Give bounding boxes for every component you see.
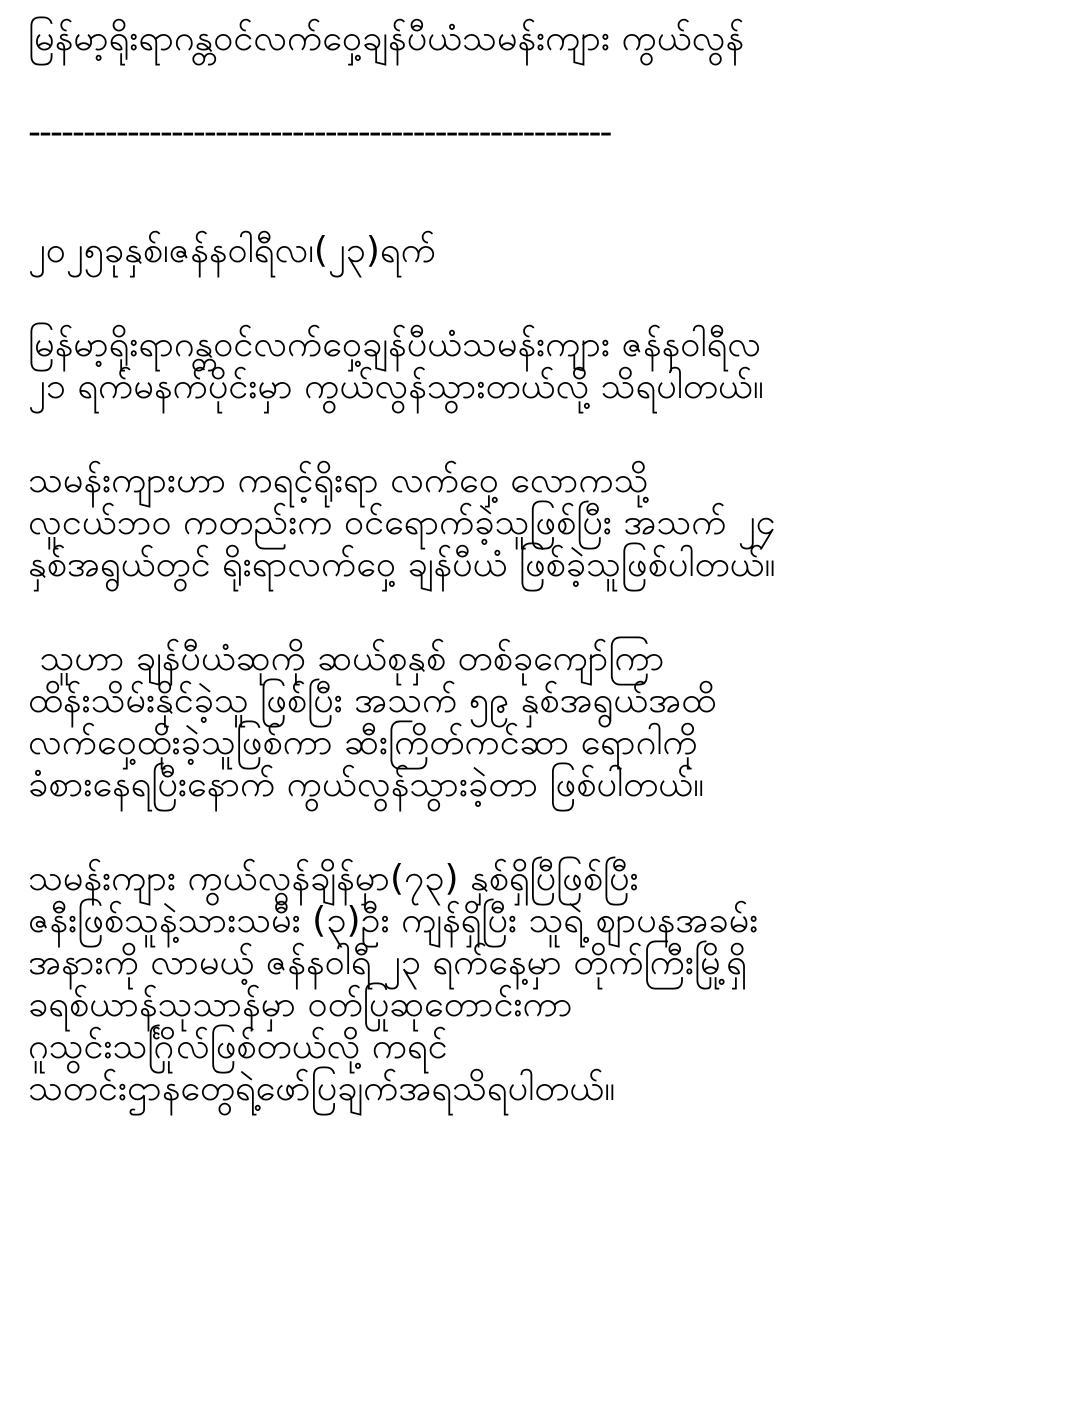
paragraph-line: နှစ်အရွယ်တွင် ရိုးရာလက်ဝှေ့ ချန်ပီယံ ဖြစ်ခဲ့သူဖြစ်ပါတယ်။: [28, 544, 776, 585]
paragraph-line: ခံစားနေရပြီးနောက် ကွယ်လွန်သွားခဲ့တာ ဖြစ်ပါတယ်။: [28, 764, 705, 805]
paragraph-line: သတင်းဌာနတွေရဲ့ဖော်ပြချက်အရသိရပါတယ်။: [28, 1068, 616, 1109]
paragraph-line: သမန်းကျားဟာ ကရင့်ရိုးရာ လက်ဝှေ့ လောကသို့: [28, 460, 649, 501]
paragraph-line: ဂူသွင်းသင်္ဂြိုလ်ဖြစ်တယ်လို့ ကရင်: [28, 1026, 448, 1067]
article: [28, 18, 1058, 1110]
separator-line: -----------------------------------------------------: [28, 112, 611, 153]
paragraph-line: လူငယ်ဘဝ ကတည်းက ဝင်ရောက်ခဲ့သူဖြစ်ပြီး အသက် ၂၄: [28, 502, 776, 543]
paragraph-line: အနားကို လာမယ့် ဇန်နဝါရီ ၂၃ ရက်နေ့မှာ တိုက်ကြီးမြို့ရှိ: [28, 942, 747, 983]
paragraph-1: [28, 324, 1058, 408]
paragraph-line: ၂၁ ရက်မနက်ပိုင်းမှာ ကွယ်လွန်သွားတယ်လို့ သိရပါတယ်။: [28, 366, 764, 407]
article-date: ၂၀၂၅ခုနှစ်၊ဇန်နဝါရီလ၊(၂၃)ရက်: [28, 230, 436, 271]
paragraph-line: ခရစ်ယာန်သုသာန်မှာ ဝတ်ပြုဆုတောင်းကာ: [28, 984, 573, 1025]
paragraph-line: ဇနီးဖြစ်သူနဲ့သားသမီး (၃)ဦး ကျန်ရှိပြီး သူရဲ့ စျာပနအခမ်း: [28, 900, 759, 941]
paragraph-line: သမန်းကျား ကွယ်လွန်ချိန်မှာ(၇၃) နှစ်ရှိပြီဖြစ်ပြီး: [28, 858, 639, 899]
paragraph-4: [28, 858, 1058, 1110]
paragraph-line: လက်ဝှေ့ထိုးခဲ့သူဖြစ်ကာ ဆီးကြိတ်ကင်ဆာ ရောဂါကို: [28, 722, 698, 763]
paragraph-3: [28, 638, 1058, 806]
paragraph-line: မြန်မာ့ရိုးရာဂန္တဝင်လက်ဝှေ့ချန်ပီယံသမန်းကျား ဇန်နဝါရီလ: [28, 324, 762, 365]
paragraph-line: သူဟာ ချန်ပီယံဆုကို ဆယ်စုနှစ် တစ်ခုကျော်ကြာ: [28, 638, 665, 679]
article-title: မြန်မာ့ရိုးရာဂန္တဝင်လက်ဝှေ့ချန်ပီယံသမန်းကျား ကွယ်လွန်: [28, 18, 745, 59]
paragraph-2: [28, 460, 1058, 586]
paragraph-line: ထိန်းသိမ်းနိုင်ခဲ့သူ ဖြစ်ပြီး အသက် ၅၉ နှစ်အရွယ်အထိ: [28, 680, 717, 721]
